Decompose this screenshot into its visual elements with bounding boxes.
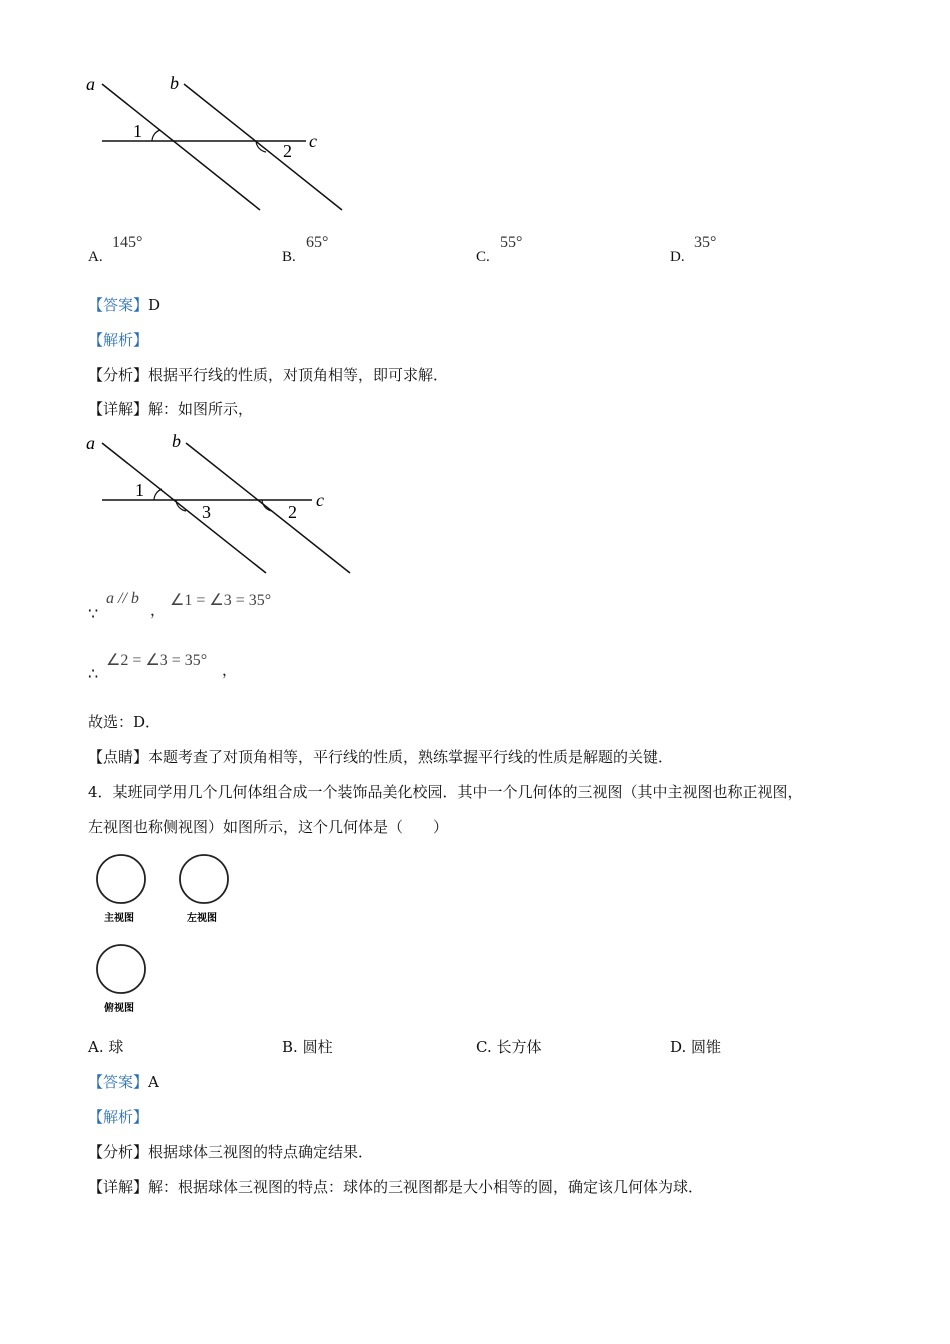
- angle-1-label: 1: [133, 121, 142, 141]
- fenxi-text: 根据球体三视图的特点确定结果．: [148, 1143, 374, 1161]
- q4-answer-line: [88, 1072, 159, 1092]
- option-value: 长方体: [496, 1038, 542, 1056]
- comma: ，: [222, 661, 238, 679]
- choose-line: 故选：D．: [88, 713, 161, 731]
- xiangjie-tag: 【详解】: [88, 400, 149, 418]
- answer-line: [88, 295, 160, 315]
- jiexi-tag: 【解析】: [88, 331, 149, 349]
- option-letter: A.: [88, 1038, 104, 1056]
- line-a: [102, 443, 266, 573]
- left-view-circle: [180, 855, 228, 903]
- option-letter: B.: [282, 1038, 298, 1056]
- q4-option-c: [476, 1037, 542, 1057]
- three-views-figure: [90, 850, 250, 1020]
- front-view-circle: [97, 855, 145, 903]
- angle-equation: ∠2 = ∠3 = 35°: [106, 652, 208, 669]
- dianjing-line: [88, 747, 673, 767]
- option-value: 65°: [306, 234, 329, 251]
- top-view-circle: [97, 945, 145, 993]
- option-value: 圆锥: [691, 1038, 722, 1056]
- q4-option-d: [670, 1037, 721, 1057]
- q4-fenxi-line: [88, 1142, 373, 1162]
- label-b: b: [170, 73, 179, 93]
- fenxi-tag: 【分析】: [88, 366, 149, 384]
- left-view-caption: 左视图: [187, 913, 217, 924]
- option-value: 球: [108, 1038, 124, 1056]
- xiangjie-text: 解：根据球体三视图的特点：球体的三视图都是大小相等的圆，确定该几何体为球．: [148, 1178, 704, 1196]
- top-view-caption: 俯视图: [104, 1003, 134, 1014]
- option-value: 35°: [694, 234, 717, 251]
- fenxi-line: [88, 365, 448, 385]
- answer-text: A: [148, 1073, 159, 1091]
- xiangjie-text: 解：如图所示，: [148, 400, 254, 418]
- angle-equation: ∠1 = ∠3 = 35°: [170, 592, 272, 609]
- label-c: c: [316, 490, 324, 510]
- fenxi-tag: 【分析】: [88, 1143, 149, 1161]
- line-b: [184, 84, 342, 210]
- option-letter: D.: [670, 1038, 687, 1056]
- dianjing-text: 本题考查了对顶角相等，平行线的性质，熟练掌握平行线的性质是解题的关键．: [148, 748, 674, 766]
- option-value: 145°: [112, 234, 143, 251]
- angle-2-label: 2: [288, 502, 297, 522]
- q4-option-a: [88, 1037, 123, 1057]
- front-view-caption: 主视图: [104, 913, 134, 924]
- because-symbol: ∵: [88, 604, 99, 623]
- q4-stem-line2: 左视图也称侧视图）如图所示，这个几何体是（ ）: [88, 818, 449, 836]
- label-a: a: [86, 433, 95, 453]
- comma: ，: [150, 601, 166, 619]
- answer-tag: 【答案】: [88, 296, 149, 314]
- answer-tag: 【答案】: [88, 1073, 149, 1091]
- jiexi-line: [88, 330, 148, 350]
- q4-option-b: [282, 1037, 333, 1057]
- angle-1-arc: [154, 489, 162, 500]
- parallel-lines-figure-2: [80, 425, 370, 585]
- option-letter: A.: [88, 249, 103, 265]
- therefore-step: [88, 650, 388, 690]
- label-c: c: [309, 131, 317, 151]
- angle-3-label: 3: [202, 502, 211, 522]
- xiangjie-line: [88, 399, 253, 419]
- line-a: [102, 84, 260, 210]
- because-expression: a // b: [106, 590, 139, 607]
- angle-1-arc: [152, 130, 160, 141]
- option-letter: B.: [282, 249, 296, 265]
- label-b: b: [172, 431, 181, 451]
- q4-jiexi-line: [88, 1107, 148, 1127]
- angle-1-label: 1: [135, 480, 144, 500]
- q4-xiangjie-line: [88, 1177, 703, 1197]
- answer-text: D: [148, 296, 161, 314]
- parallel-lines-figure-1: [80, 70, 370, 220]
- because-step: [88, 590, 388, 630]
- jiexi-tag: 【解析】: [88, 1108, 149, 1126]
- angle-2-label: 2: [283, 141, 292, 161]
- fenxi-text: 根据平行线的性质，对顶角相等，即可求解．: [148, 366, 449, 384]
- option-value: 55°: [500, 234, 523, 251]
- option-letter: C.: [476, 249, 490, 265]
- option-letter: C.: [476, 1038, 492, 1056]
- option-value: 圆柱: [302, 1038, 333, 1056]
- therefore-symbol: ∴: [88, 664, 99, 683]
- q4-stem-line1: 4．某班同学用几个几何体组合成一个装饰品美化校园．其中一个几何体的三视图（其中主视图也称正视图，: [88, 783, 803, 801]
- label-a: a: [86, 74, 95, 94]
- option-letter: D.: [670, 249, 685, 265]
- dianjing-tag: 【点睛】: [88, 748, 149, 766]
- xiangjie-tag: 【详解】: [88, 1178, 149, 1196]
